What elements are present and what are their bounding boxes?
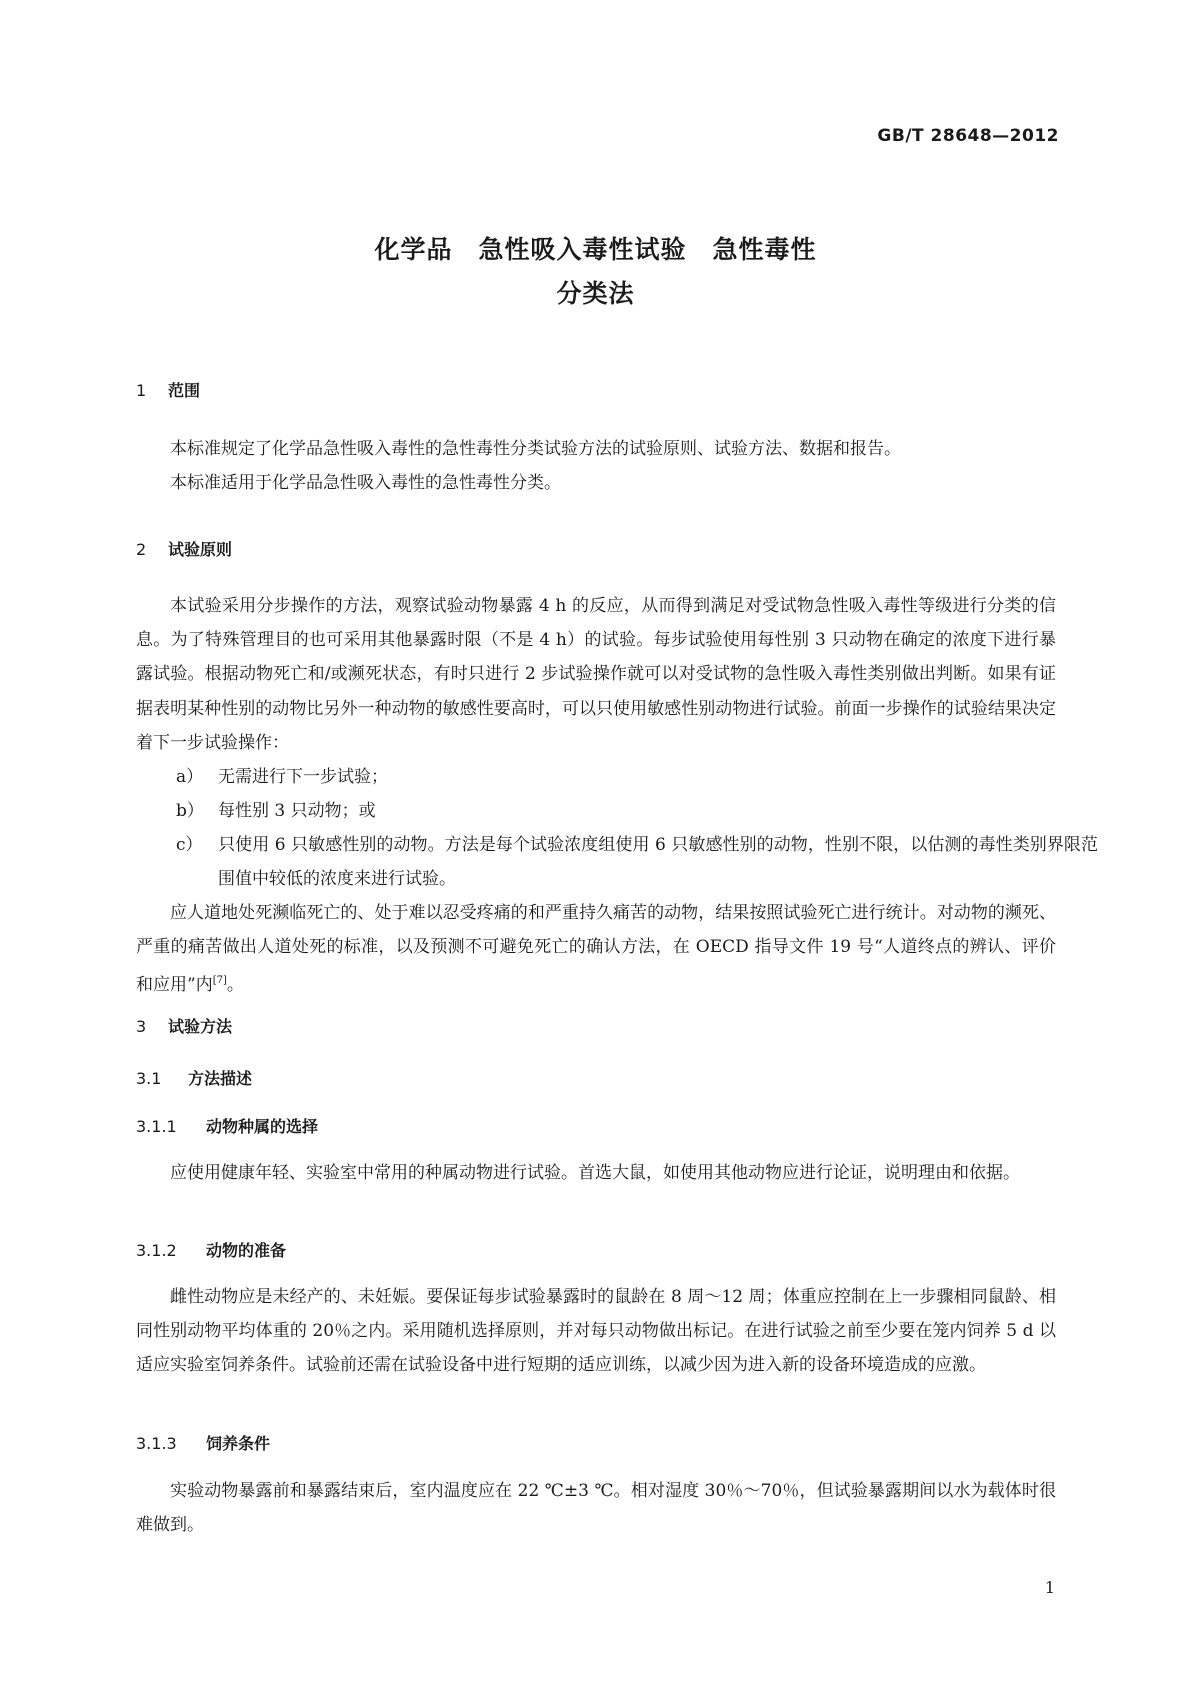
standard-code: GB/T 28648—2012 [877, 126, 1059, 146]
paragraph: 实验动物暴露前和暴露结束后，室内温度应在 22 ℃±3 ℃。相对湿度 30％～70％，但试验暴露期间以水为载体时很难做到。 [136, 1481, 1056, 1536]
paragraph: 本标准规定了化学品急性吸入毒性的急性毒性分类试验方法的试验原则、试验方法、数据和报告。 [170, 439, 901, 459]
section-title: 动物的准备 [206, 1241, 287, 1260]
list-item [176, 794, 1098, 828]
list-text: 每性别 3 只动物；或 [218, 801, 376, 821]
list-item [176, 760, 1098, 794]
section-title: 饲养条件 [206, 1434, 271, 1453]
section-2-heading [136, 537, 232, 560]
list-marker: b） [176, 801, 204, 821]
document-title-line1: 化学品 急性吸入毒性试验 急性毒性 [374, 235, 817, 264]
paragraph-end: 。 [226, 975, 244, 996]
section-3-1-3-heading [136, 1431, 270, 1454]
section-3-1-heading [136, 1066, 252, 1089]
section-3-1-2-heading [136, 1238, 286, 1261]
paragraph: 本试验采用分步操作的方法，观察试验动物暴露 4 h 的反应，从而得到满足对受试物急性吸入毒性等级进行分类的信息。为了特殊管理目的也可采用其他暴露时限（不是 4 h）的试验。每步试验使用每性别 3 只动物在确定的浓度下进行暴露试验。根据动物死亡和/或濒死状态，有时只进行 2 步试验操作就可以对受试物的急性吸入毒性类别做出判断。如果有证据表明某种性别的动物比另外一种动物的敏感性要高时，可以只使用敏感性别动物进行试验。前面一步操作的试验结果决定着下一步试验操作： [136, 596, 1056, 753]
section-number: 2 [136, 540, 147, 559]
section-number: 3.1.3 [136, 1434, 177, 1453]
section-1-heading [136, 378, 200, 401]
section-title: 动物种属的选择 [206, 1117, 319, 1136]
section-3-heading [136, 1014, 232, 1037]
section-3-1-1-heading [136, 1114, 318, 1137]
section-number: 3.1.1 [136, 1117, 177, 1136]
paragraph: 本标准适用于化学品急性吸入毒性的急性毒性分类。 [170, 473, 561, 493]
list-text: 只使用 6 只敏感性别的动物。方法是每个试验浓度组使用 6 只敏感性别的动物，性别不限，以估测的毒性类别界限范围值中较低的浓度来进行试验。 [218, 835, 1098, 890]
paragraph [136, 896, 1056, 1003]
reference-marker: [7] [212, 975, 227, 987]
list-item [176, 828, 1098, 896]
section-title: 试验方法 [168, 1017, 233, 1036]
section-title: 试验原则 [168, 540, 233, 559]
page-number: 1 [1044, 1578, 1055, 1597]
section-number: 3.1.2 [136, 1241, 177, 1260]
section-number: 3.1 [136, 1069, 162, 1088]
section-number: 1 [136, 381, 147, 400]
document-title-line2: 分类法 [556, 279, 635, 308]
list-marker: a） [176, 767, 204, 787]
paragraph-text: 应人道地处死濒临死亡的、处于难以忍受疼痛的和严重持久痛苦的动物，结果按照试验死亡进行统计。对动物的濒死、严重的痛苦做出人道处死的标准，以及预测不可避免死亡的确认方法，在 OECD 指导文件 19 号“人道终点的辨认、评价和应用”内 [136, 903, 1056, 996]
paragraph: 应使用健康年轻、实验室中常用的种属动物进行试验。首选大鼠，如使用其他动物应进行论证，说明理由和依据。 [170, 1163, 1020, 1183]
section-number: 3 [136, 1017, 147, 1036]
section-title: 方法描述 [188, 1069, 253, 1088]
list-text: 无需进行下一步试验； [218, 767, 388, 787]
section-title: 范围 [168, 381, 201, 400]
paragraph: 雌性动物应是未经产的、未妊娠。要保证每步试验暴露时的鼠龄在 8 周～12 周；体重应控制在上一步骤相同鼠龄、相同性别动物平均体重的 20％之内。采用随机选择原则，并对每只动物做出标记。在进行试验之前至少要在笼内饲养 5 d 以适应实验室饲养条件。试验前还需在试验设备中进行短期的适应训练，以减少因为进入新的设备环境造成的应激。 [136, 1287, 1056, 1376]
list-marker: c） [176, 835, 203, 855]
